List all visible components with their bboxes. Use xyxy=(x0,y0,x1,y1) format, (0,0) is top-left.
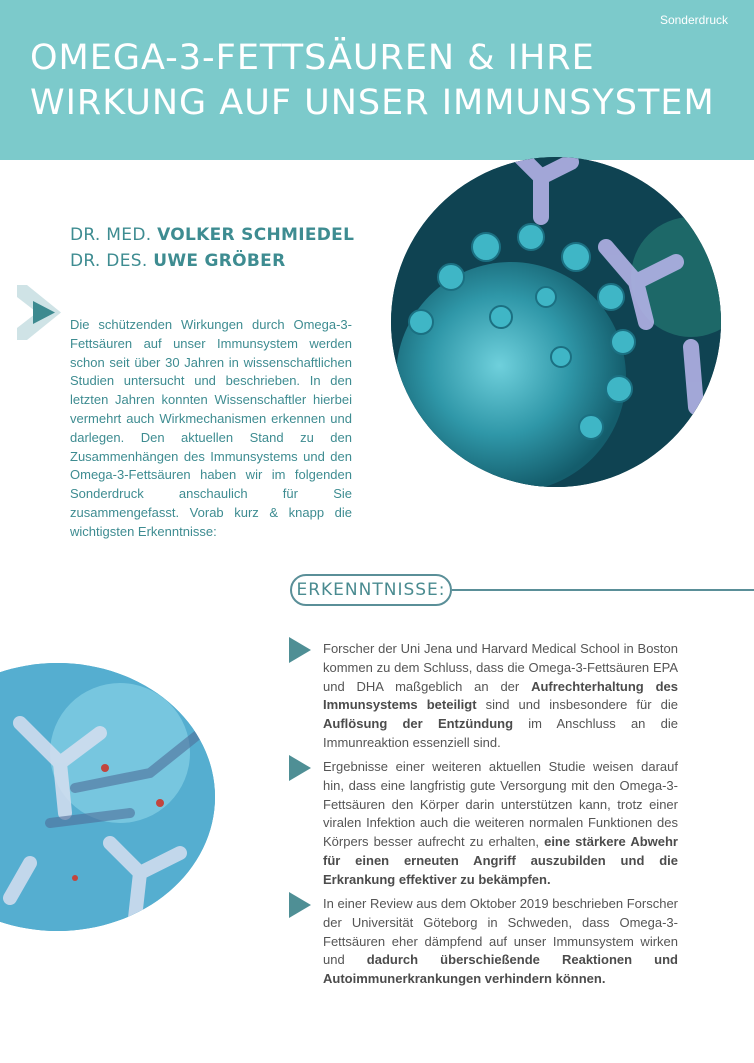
antibody-cells-illustration xyxy=(0,663,215,931)
finding-item-1 xyxy=(323,640,678,753)
finding-highlight: eine stärkere Abwehr für einen erneuten Angriff auszubilden und die Erkrankung effektiver zu bekämpfen. xyxy=(323,834,678,887)
finding-highlight: dadurch überschießende Reaktionen und Autoimmunerkrankungen verhindern können. xyxy=(323,952,678,987)
finding-text: Forscher der Uni Jena und Harvard Medical School in Boston kommen zu dem Schluss, dass die Omega-3-Fettsäuren EPA und DHA maßgeblich an der xyxy=(323,641,678,694)
cells-illustration-graphic xyxy=(0,663,215,931)
virus-antibody-illustration xyxy=(391,157,721,487)
finding-item-3 xyxy=(323,895,678,989)
page-title xyxy=(30,36,715,126)
finding-text: Ergebnisse einer weiteren aktuellen Studie weisen darauf hin, dass eine langfristig gute Versorgung mit den Omega-3-Fettsäuren den Körper darin unterstützen kann, trotz einer viralen Infektion auch die weiteren normalen Funktionen des Körpers besser aufrecht zu erhalten, xyxy=(323,759,678,850)
author-2-name: UWE GRÖBER xyxy=(153,251,286,271)
virus-illustration-graphic xyxy=(391,157,721,487)
finding-item-2 xyxy=(323,758,678,890)
intro-chevron-icon xyxy=(17,285,61,340)
section-divider-line xyxy=(452,589,754,591)
author-1-name: VOLKER SCHMIEDEL xyxy=(157,225,355,245)
finding-text: sind und insbesondere für die xyxy=(476,697,678,713)
finding-highlight: Auflösung der Entzündung xyxy=(323,716,514,732)
author-1-prefix: DR. MED. xyxy=(70,225,158,245)
finding-text: In einer Review aus dem Oktober 2019 beschrieben Forscher der Universität Göteborg in Schweden, dass Omega-3-Fettsäuren eher dämpfend auf unser Immunsystem wirken und xyxy=(323,896,678,968)
bullet-arrow-icon xyxy=(289,637,311,663)
finding-highlight: Aufrechterhaltung des Immunsystems beteiligt xyxy=(323,678,678,713)
header-label: Sonderdruck xyxy=(659,13,728,27)
header-banner xyxy=(0,0,754,160)
authors xyxy=(70,222,354,274)
author-1 xyxy=(70,222,354,248)
bullet-arrow-icon xyxy=(289,892,311,918)
author-2-prefix: DR. DES. xyxy=(70,251,154,271)
section-title-erkenntnisse: ERKENNTNISSE: xyxy=(290,574,452,606)
intro-paragraph: Die schützenden Wirkungen durch Omega-3-Fettsäuren auf unser Immunsystem werden schon seit über 30 Jahren in wissenschaftlichen Studien untersucht und beschrieben. In den letzten Jahren konnten Wissenschaftler hierbei vermehrt auch Wirkmechanismen erkennen und darlegen. Den aktuellen Stand zu den Zusammenhängen des Immunsystems und den Omega-3-Fettsäuren haben wir im folgenden Sonderdruck anschaulich für Sie zusammengefasst. Vorab kurz & knapp die wichtigsten Erkenntnisse: xyxy=(70,317,352,539)
finding-text: im Anschluss an die Immunreaktion essenziell sind. xyxy=(323,716,678,750)
title-line-1: OMEGA-3-FETTSÄUREN & IHRE xyxy=(30,38,595,78)
author-2 xyxy=(70,248,354,274)
bullet-arrow-icon xyxy=(289,755,311,781)
title-line-2: WIRKUNG AUF UNSER IMMUNSYSTEM xyxy=(30,83,715,123)
